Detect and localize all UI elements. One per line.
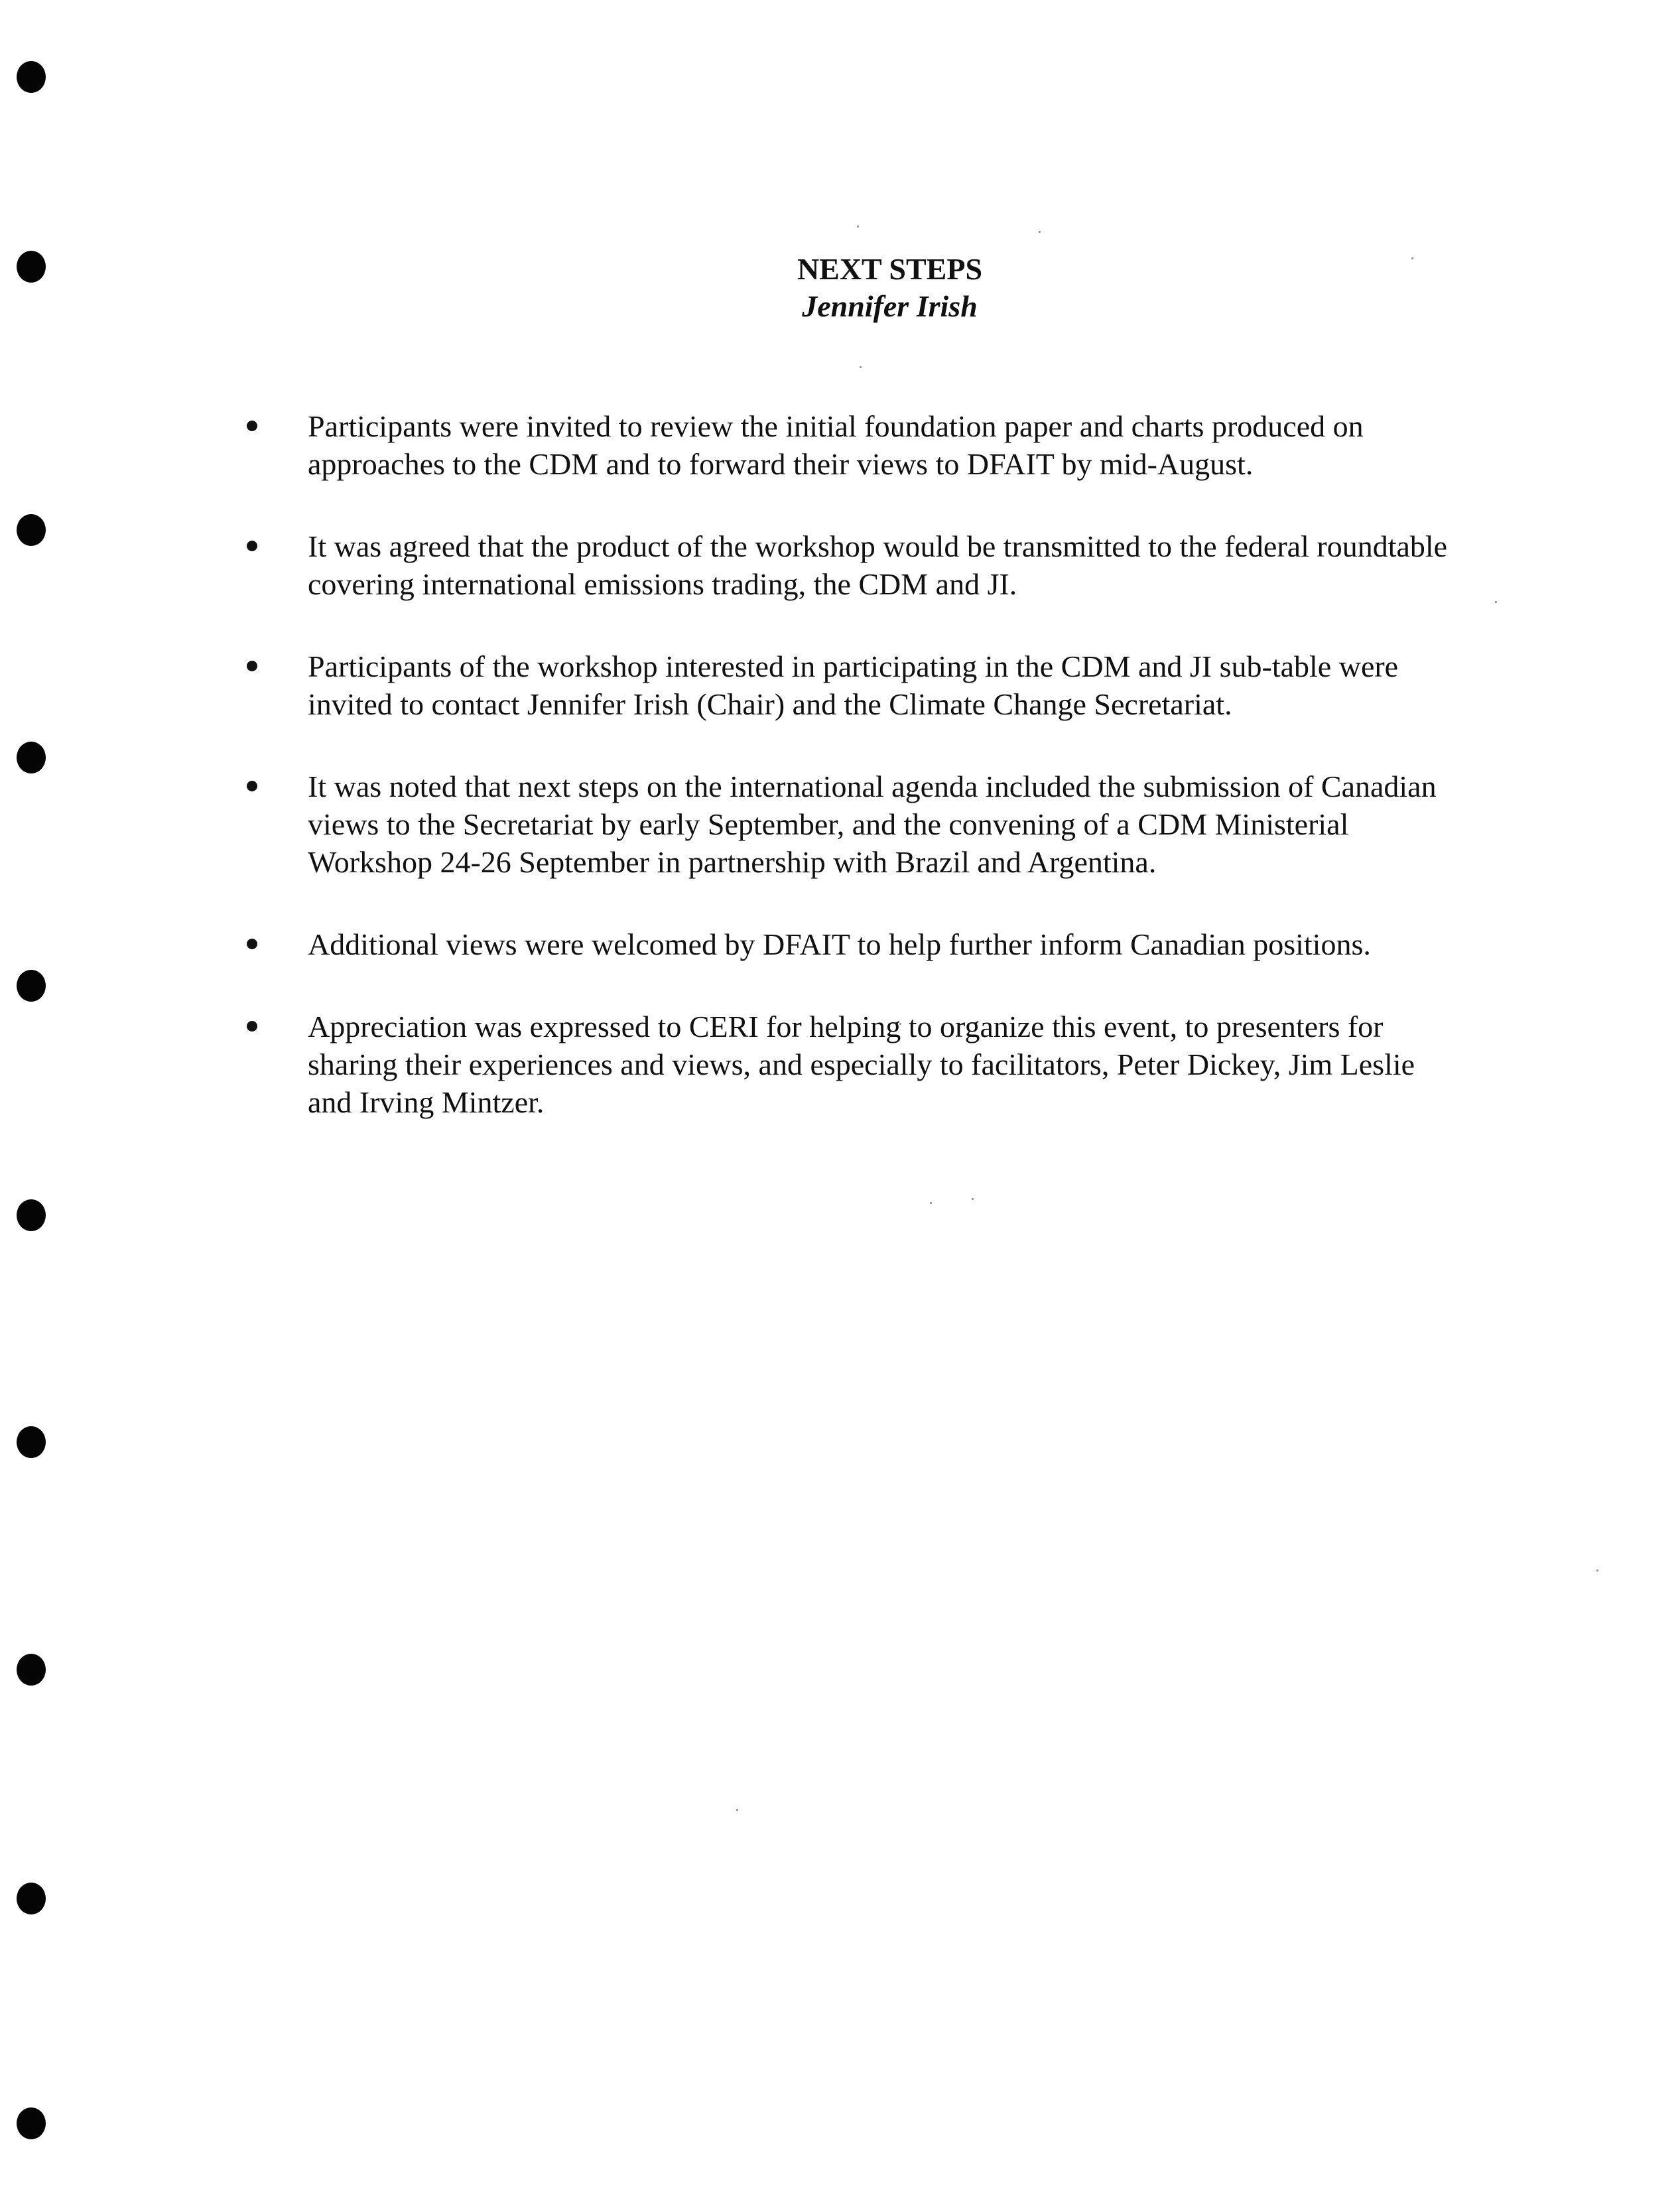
page-title: NEXT STEPS [797, 252, 983, 286]
bullet-icon [247, 661, 257, 671]
list-item-text: Additional views were welcomed by DFAIT to help further inform Canadian positions. [308, 927, 1371, 961]
list-item-text: Participants of the workshop interested in participating in the CDM and JI sub-table were invited to contact Jennifer Irish (Chair) and the Climate Change Secretariat. [308, 649, 1399, 721]
bullet-icon [247, 1021, 257, 1032]
bullet-icon [247, 939, 257, 949]
next-steps-list [247, 407, 1460, 1166]
list-item [247, 925, 1460, 963]
punch-hole [17, 251, 46, 283]
punch-hole [17, 970, 46, 1002]
author-name: Jennifer Irish [802, 289, 978, 323]
punch-hole [17, 61, 46, 93]
scan-speck [972, 1198, 974, 1200]
scan-speck [1039, 231, 1041, 233]
list-item [247, 768, 1460, 881]
list-item-text: It was noted that next steps on the international agenda included the submission of Canadian views to the Secretariat by early September, and the convening of a CDM Ministerial Workshop 24-26 September in partnership with Brazil and Argentina. [308, 769, 1437, 879]
scan-speck [1596, 1569, 1598, 1571]
list-item-text: Participants were invited to review the initial foundation paper and charts produced on approaches to the CDM and to forward their views to DFAIT by mid-August. [308, 409, 1364, 481]
scan-speck [857, 226, 859, 228]
list-item [247, 1008, 1460, 1121]
scan-speck [930, 1202, 932, 1204]
punch-hole [17, 1426, 46, 1458]
list-item [247, 647, 1460, 723]
list-item [247, 407, 1460, 483]
list-item [247, 527, 1460, 603]
scan-speck [736, 1809, 738, 1811]
punch-hole [17, 1883, 46, 1914]
list-item-text: Appreciation was expressed to CERI for helping to organize this event, to presenters for sharing their experiences and views, and especially to facilitators, Peter Dickey, Jim Leslie and Irving Mintzer. [308, 1010, 1415, 1119]
punch-hole [17, 2107, 46, 2139]
punch-hole [17, 514, 46, 546]
bullet-icon [247, 781, 257, 791]
scan-speck [1495, 601, 1497, 603]
bullet-icon [247, 421, 257, 431]
punch-hole [17, 1199, 46, 1231]
punch-hole [17, 1654, 46, 1686]
punch-hole [17, 742, 46, 773]
scan-speck [860, 366, 862, 368]
list-item-text: It was agreed that the product of the workshop would be transmitted to the federal roundtable covering international emissions trading, the CDM and JI. [308, 529, 1448, 601]
bullet-icon [247, 541, 257, 551]
